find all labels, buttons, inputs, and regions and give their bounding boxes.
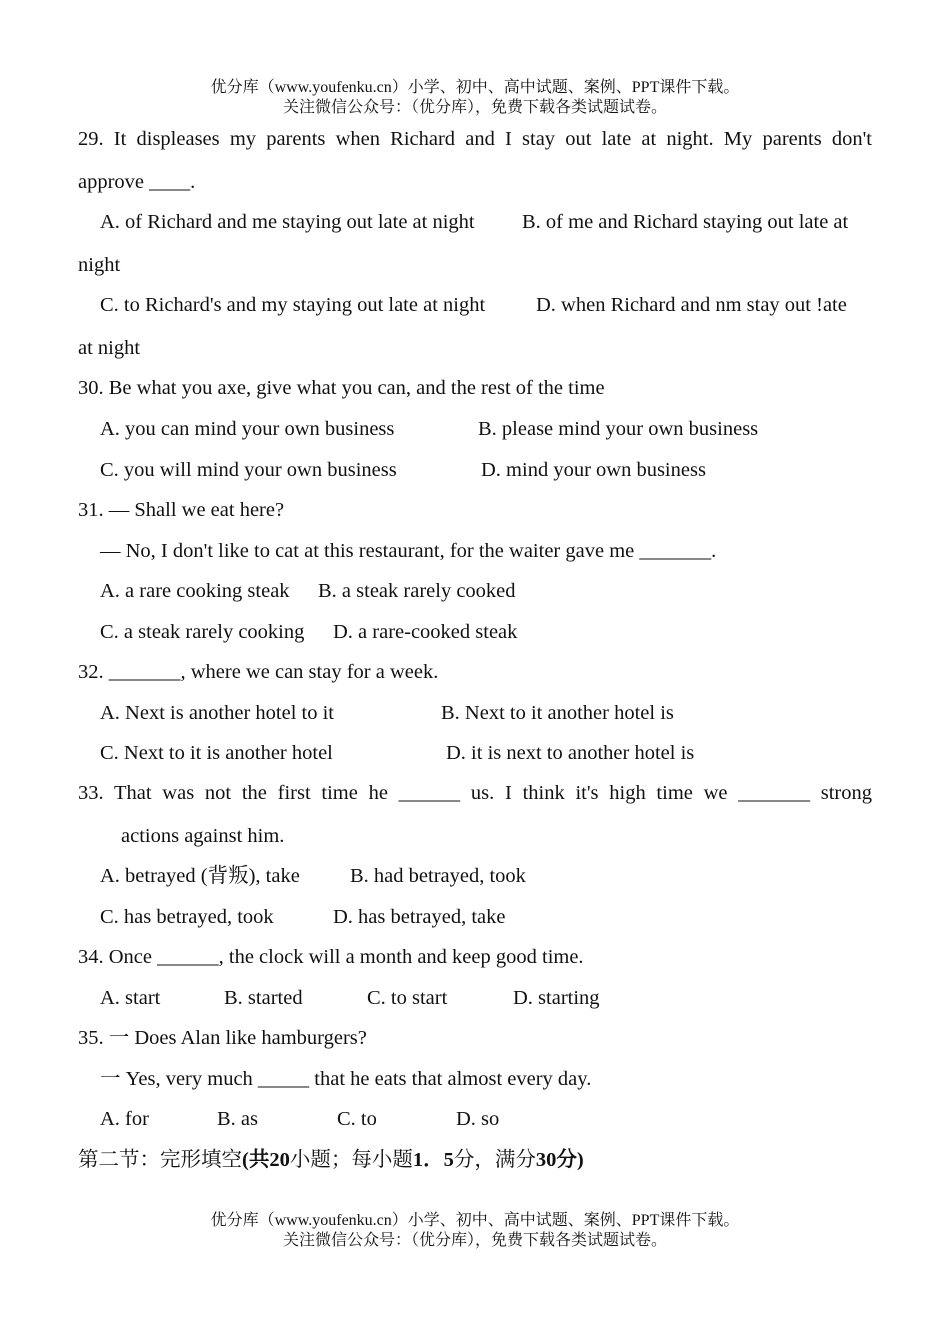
q29-option-a: A. of Richard and me staying out late at night: [100, 211, 475, 233]
q35-stem-line2: 一 Yes, very much _____ that he eats that almost every day.: [100, 1068, 592, 1090]
section-close-paren: 分): [556, 1149, 584, 1171]
q35-option-c: C. to: [337, 1108, 377, 1130]
q32-option-a: A. Next is another hotel to it: [100, 702, 334, 724]
q29-option-b: B. of me and Richard staying out late at: [522, 211, 849, 233]
q33-stem-line2: actions against him.: [121, 825, 285, 847]
q34-option-a: A. start: [100, 987, 161, 1009]
section-points-each: 1．5: [412, 1149, 454, 1171]
q33-option-d: D. has betrayed, take: [333, 906, 506, 928]
q30-option-d: D. mind your own business: [481, 459, 706, 481]
q30-option-a: A. you can mind your own business: [100, 418, 395, 440]
q31-option-d: D. a rare-cooked steak: [333, 621, 518, 643]
q31-stem-line2: — No, I don't like to cat at this restaurant, for the waiter gave me _______.: [100, 540, 717, 562]
footer-line-1: 优分库（www.youfenku.cn）小学、初中、高中试题、案例、PPT课件下载。: [210, 1212, 740, 1229]
q30-option-c: C. you will mind your own business: [100, 459, 397, 481]
q34-stem: 34. Once ______, the clock will a month and keep good time.: [78, 946, 584, 968]
section-title: 第二节：完形填空: [78, 1149, 242, 1171]
q35-option-d: D. so: [456, 1108, 500, 1130]
q31-option-c: C. a steak rarely cooking: [100, 621, 305, 643]
q32-stem: 32. _______, where we can stay for a week.: [78, 661, 439, 683]
header-line-2: 关注微信公众号：（优分库），免费下载各类试题试卷。: [282, 99, 667, 116]
q31-option-b: B. a steak rarely cooked: [318, 580, 516, 602]
header-line-1: 优分库（www.youfenku.cn）小学、初中、高中试题、案例、PPT课件下载。: [210, 79, 740, 96]
q35-option-a: A. for: [100, 1108, 149, 1130]
section-open-paren: (共: [242, 1149, 270, 1171]
q35-option-b: B. as: [217, 1108, 258, 1130]
q33-option-b: B. had betrayed, took: [350, 865, 526, 887]
q32-option-d: D. it is next to another hotel is: [446, 742, 695, 764]
section-question-count: 20: [269, 1149, 290, 1171]
q34-option-c: C. to start: [367, 987, 448, 1009]
section-total-points: 30: [535, 1149, 557, 1171]
q34-option-b: B. started: [224, 987, 303, 1009]
q31-option-a: A. a rare cooking steak: [100, 580, 290, 602]
q35-stem-line1: 35. 一 Does Alan like hamburgers?: [78, 1027, 367, 1049]
section-text-2: 小题；每小题: [289, 1149, 413, 1171]
q29-stem-line2: approve ____.: [78, 171, 196, 193]
q29-option-d: D. when Richard and nm stay out !ate: [536, 294, 847, 316]
q33-option-a: A. betrayed (背叛), take: [100, 865, 300, 887]
q31-stem-line1: 31. — Shall we eat here?: [78, 499, 285, 521]
section-text-3: 分，满分: [453, 1149, 536, 1171]
q29-stem-line1: 29. It displeases my parents when Richard and I stay out late at night. My parents don't: [78, 128, 872, 150]
footer-line-2: 关注微信公众号：（优分库），免费下载各类试题试卷。: [282, 1232, 667, 1249]
q32-option-b: B. Next to it another hotel is: [441, 702, 674, 724]
q29-option-c: C. to Richard's and my staying out late at night: [100, 294, 486, 316]
q29-option-d-cont: at night: [78, 337, 141, 359]
q30-stem: 30. Be what you axe, give what you can, and the rest of the time: [78, 377, 605, 399]
q29-option-b-cont: night: [78, 254, 121, 276]
q34-option-d: D. starting: [513, 987, 600, 1009]
q30-option-b: B. please mind your own business: [478, 418, 759, 440]
q33-stem-line1: 33. That was not the first time he ______ us. I think it's high time we _______ strong: [78, 782, 872, 804]
q32-option-c: C. Next to it is another hotel: [100, 742, 333, 764]
q33-option-c: C. has betrayed, took: [100, 906, 274, 928]
section-heading: [78, 1148, 584, 1172]
